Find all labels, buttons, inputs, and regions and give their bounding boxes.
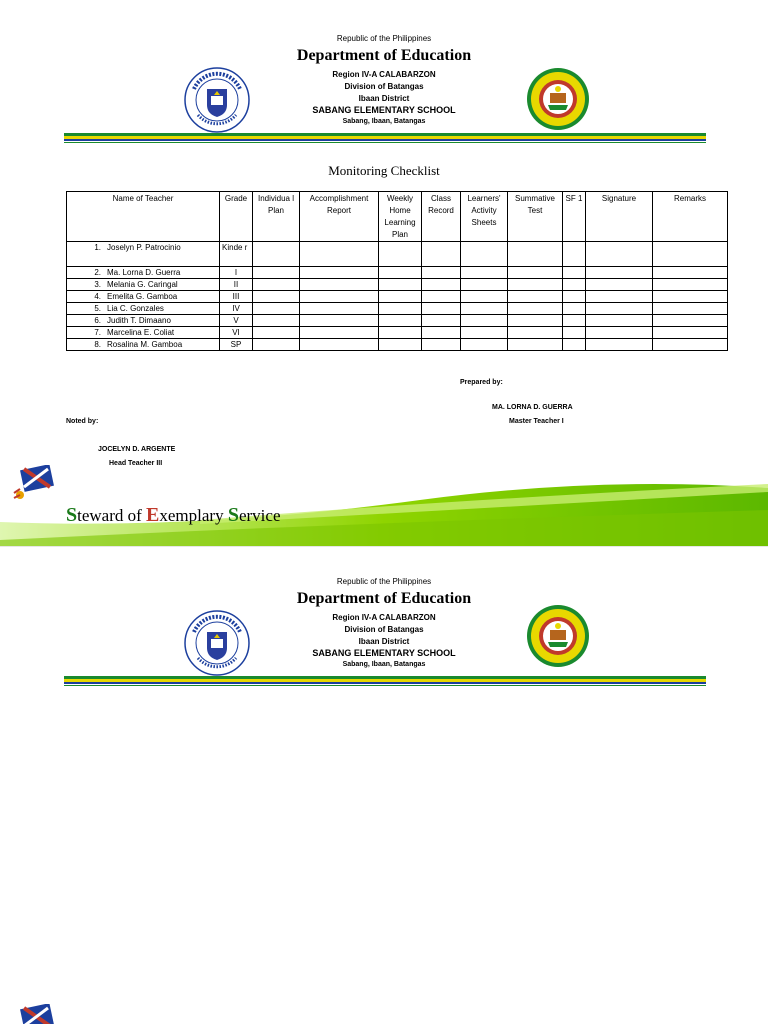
region-label: Region IV-A CALABARZON <box>332 70 436 79</box>
table-row <box>67 291 728 303</box>
header-rule-thin-2 <box>64 685 706 686</box>
empty-check-cell[interactable] <box>461 327 508 339</box>
empty-check-cell[interactable] <box>253 303 300 315</box>
republic-label-2: Republic of the Philippines <box>336 577 432 586</box>
col-header-signature: Signature <box>586 192 653 242</box>
table-row <box>67 339 728 351</box>
empty-check-cell[interactable] <box>461 303 508 315</box>
empty-check-cell[interactable] <box>508 303 563 315</box>
deped-seal-icon <box>184 610 250 676</box>
header-rule-blue-2 <box>64 682 706 684</box>
row-number: 5. <box>94 304 101 313</box>
empty-check-cell[interactable] <box>422 327 461 339</box>
teacher-name-cell <box>67 315 220 327</box>
col-header-accomplishment: Accomplishment Report <box>300 192 379 242</box>
table-header-row <box>67 192 728 242</box>
grade-cell: III <box>220 291 253 303</box>
empty-check-cell[interactable] <box>653 242 728 267</box>
department-title: Department of Education <box>296 47 472 64</box>
school-seal-icon <box>526 67 590 131</box>
col-header-grade: Grade <box>220 192 253 242</box>
prepared-name: MA. LORNA D. GUERRA <box>492 404 573 411</box>
empty-check-cell[interactable] <box>653 315 728 327</box>
empty-check-cell[interactable] <box>422 242 461 267</box>
empty-check-cell[interactable] <box>300 339 379 351</box>
empty-check-cell[interactable] <box>300 327 379 339</box>
empty-check-cell[interactable] <box>563 327 586 339</box>
empty-check-cell[interactable] <box>563 267 586 279</box>
col-header-whlp: Weekly Home Learning Plan <box>379 192 422 242</box>
empty-check-cell[interactable] <box>653 327 728 339</box>
empty-check-cell[interactable] <box>653 291 728 303</box>
empty-check-cell[interactable] <box>379 267 422 279</box>
division-label: Division of Batangas <box>344 82 424 91</box>
empty-check-cell[interactable] <box>586 339 653 351</box>
empty-check-cell[interactable] <box>653 303 728 315</box>
empty-check-cell[interactable] <box>379 279 422 291</box>
empty-check-cell[interactable] <box>422 315 461 327</box>
flag-logo-icon <box>12 1004 60 1024</box>
teacher-name-cell <box>67 267 220 279</box>
teacher-name-cell <box>67 291 220 303</box>
empty-check-cell[interactable] <box>253 315 300 327</box>
grade-cell: Kinde r <box>220 242 253 267</box>
department-title-2: Department of Education <box>296 590 472 607</box>
teacher-name: Marcelina E. Coliat <box>107 328 175 337</box>
table-row <box>67 267 728 279</box>
empty-check-cell[interactable] <box>253 279 300 291</box>
prepared-label: Prepared by: <box>460 379 503 386</box>
empty-check-cell[interactable] <box>300 303 379 315</box>
empty-check-cell[interactable] <box>253 327 300 339</box>
slogan-cap-s2: S <box>227 504 239 526</box>
empty-check-cell[interactable] <box>563 339 586 351</box>
district-label: Ibaan District <box>358 94 410 103</box>
empty-check-cell[interactable] <box>586 315 653 327</box>
row-number: 6. <box>94 316 101 325</box>
table-row <box>67 242 728 267</box>
empty-check-cell[interactable] <box>563 242 586 267</box>
noted-name: JOCELYN D. ARGENTE <box>98 446 176 453</box>
slogan-cap-s: S <box>66 504 78 526</box>
empty-check-cell[interactable] <box>461 291 508 303</box>
empty-check-cell[interactable] <box>586 327 653 339</box>
district-label-2: Ibaan District <box>358 637 410 646</box>
teacher-name: Judith T. Dimaano <box>107 316 171 325</box>
teacher-name-cell <box>67 279 220 291</box>
empty-check-cell[interactable] <box>508 242 563 267</box>
empty-check-cell[interactable] <box>422 291 461 303</box>
empty-check-cell[interactable] <box>508 315 563 327</box>
slogan-word-1: teward of <box>77 506 147 525</box>
empty-check-cell[interactable] <box>253 291 300 303</box>
teacher-name: Rosalina M. Gamboa <box>107 340 183 349</box>
empty-check-cell[interactable] <box>586 279 653 291</box>
republic-label: Republic of the Philippines <box>336 34 432 43</box>
empty-check-cell[interactable] <box>422 267 461 279</box>
empty-check-cell[interactable] <box>508 279 563 291</box>
empty-check-cell[interactable] <box>586 303 653 315</box>
col-header-summative: Summative Test <box>508 192 563 242</box>
school-seal-icon <box>526 604 590 668</box>
noted-title: Head Teacher III <box>109 460 163 467</box>
empty-check-cell[interactable] <box>300 242 379 267</box>
empty-check-cell[interactable] <box>508 327 563 339</box>
row-number: 3. <box>94 280 101 289</box>
grade-cell: SP <box>220 339 253 351</box>
empty-check-cell[interactable] <box>379 315 422 327</box>
empty-check-cell[interactable] <box>461 279 508 291</box>
empty-check-cell[interactable] <box>300 315 379 327</box>
empty-check-cell[interactable] <box>586 291 653 303</box>
school-address: Sabang, Ibaan, Batangas <box>342 118 426 125</box>
empty-check-cell[interactable] <box>422 303 461 315</box>
empty-check-cell[interactable] <box>379 303 422 315</box>
empty-check-cell[interactable] <box>563 291 586 303</box>
col-header-sf1: SF 1 <box>563 192 586 242</box>
empty-check-cell[interactable] <box>379 242 422 267</box>
footer-slogan <box>66 504 281 527</box>
empty-check-cell[interactable] <box>422 339 461 351</box>
teacher-name: Emelita G. Gamboa <box>107 292 178 301</box>
empty-check-cell[interactable] <box>461 267 508 279</box>
col-header-name: Name of Teacher <box>67 192 220 242</box>
empty-check-cell[interactable] <box>563 315 586 327</box>
school-name: SABANG ELEMENTARY SCHOOL <box>312 105 456 115</box>
slogan-word-2: xemplary <box>159 506 228 525</box>
teacher-name: Lia C. Gonzales <box>107 304 164 313</box>
empty-check-cell[interactable] <box>379 327 422 339</box>
teacher-name: Ma. Lorna D. Guerra <box>107 268 181 277</box>
empty-check-cell[interactable] <box>379 291 422 303</box>
empty-check-cell[interactable] <box>508 339 563 351</box>
flag-logo-icon <box>12 465 60 503</box>
slogan-cap-e: E <box>146 504 160 526</box>
table-row <box>67 327 728 339</box>
empty-check-cell[interactable] <box>300 267 379 279</box>
teacher-name-cell <box>67 303 220 315</box>
col-header-class-record: Class Record <box>422 192 461 242</box>
page-separator <box>0 546 768 547</box>
empty-check-cell[interactable] <box>461 339 508 351</box>
empty-check-cell[interactable] <box>653 267 728 279</box>
teacher-name: Joselyn P. Patrocinio <box>107 243 181 252</box>
teacher-name-cell <box>67 242 220 267</box>
empty-check-cell[interactable] <box>508 291 563 303</box>
table-row <box>67 303 728 315</box>
empty-check-cell[interactable] <box>253 242 300 267</box>
empty-check-cell[interactable] <box>300 279 379 291</box>
row-number: 1. <box>94 243 101 252</box>
prepared-title: Master Teacher I <box>509 418 564 425</box>
noted-label: Noted by: <box>66 418 99 425</box>
empty-check-cell[interactable] <box>253 339 300 351</box>
empty-check-cell[interactable] <box>563 279 586 291</box>
empty-check-cell[interactable] <box>253 267 300 279</box>
empty-check-cell[interactable] <box>653 279 728 291</box>
col-header-individual-plan: Individua l Plan <box>253 192 300 242</box>
col-header-las: Learners' Activity Sheets <box>461 192 508 242</box>
empty-check-cell[interactable] <box>653 339 728 351</box>
teacher-name-cell <box>67 327 220 339</box>
grade-cell: V <box>220 315 253 327</box>
grade-cell: IV <box>220 303 253 315</box>
empty-check-cell[interactable] <box>586 242 653 267</box>
col-header-remarks: Remarks <box>653 192 728 242</box>
row-number: 2. <box>94 268 101 277</box>
empty-check-cell[interactable] <box>563 303 586 315</box>
monitoring-checklist-table <box>66 191 728 351</box>
slogan-word-3: ervice <box>238 506 281 525</box>
empty-check-cell[interactable] <box>508 267 563 279</box>
table-row <box>67 279 728 291</box>
empty-check-cell[interactable] <box>461 315 508 327</box>
empty-check-cell[interactable] <box>422 279 461 291</box>
row-number: 7. <box>94 328 101 337</box>
teacher-name-cell <box>67 339 220 351</box>
row-number: 8. <box>94 340 101 349</box>
region-label-2: Region IV-A CALABARZON <box>332 613 436 622</box>
teacher-name: Melania G. Caringal <box>107 280 178 289</box>
document-title: Monitoring Checklist <box>328 163 440 178</box>
empty-check-cell[interactable] <box>461 242 508 267</box>
table-row <box>67 315 728 327</box>
grade-cell: I <box>220 267 253 279</box>
deped-seal-icon <box>184 67 250 133</box>
division-label-2: Division of Batangas <box>344 625 424 634</box>
grade-cell: VI <box>220 327 253 339</box>
header-rule-blue <box>64 139 706 141</box>
row-number: 4. <box>94 292 101 301</box>
empty-check-cell[interactable] <box>586 267 653 279</box>
grade-cell: II <box>220 279 253 291</box>
school-name-2: SABANG ELEMENTARY SCHOOL <box>312 648 456 658</box>
school-address-2: Sabang, Ibaan, Batangas <box>342 661 426 668</box>
header-rule-thin <box>64 142 706 143</box>
empty-check-cell[interactable] <box>379 339 422 351</box>
empty-check-cell[interactable] <box>300 291 379 303</box>
